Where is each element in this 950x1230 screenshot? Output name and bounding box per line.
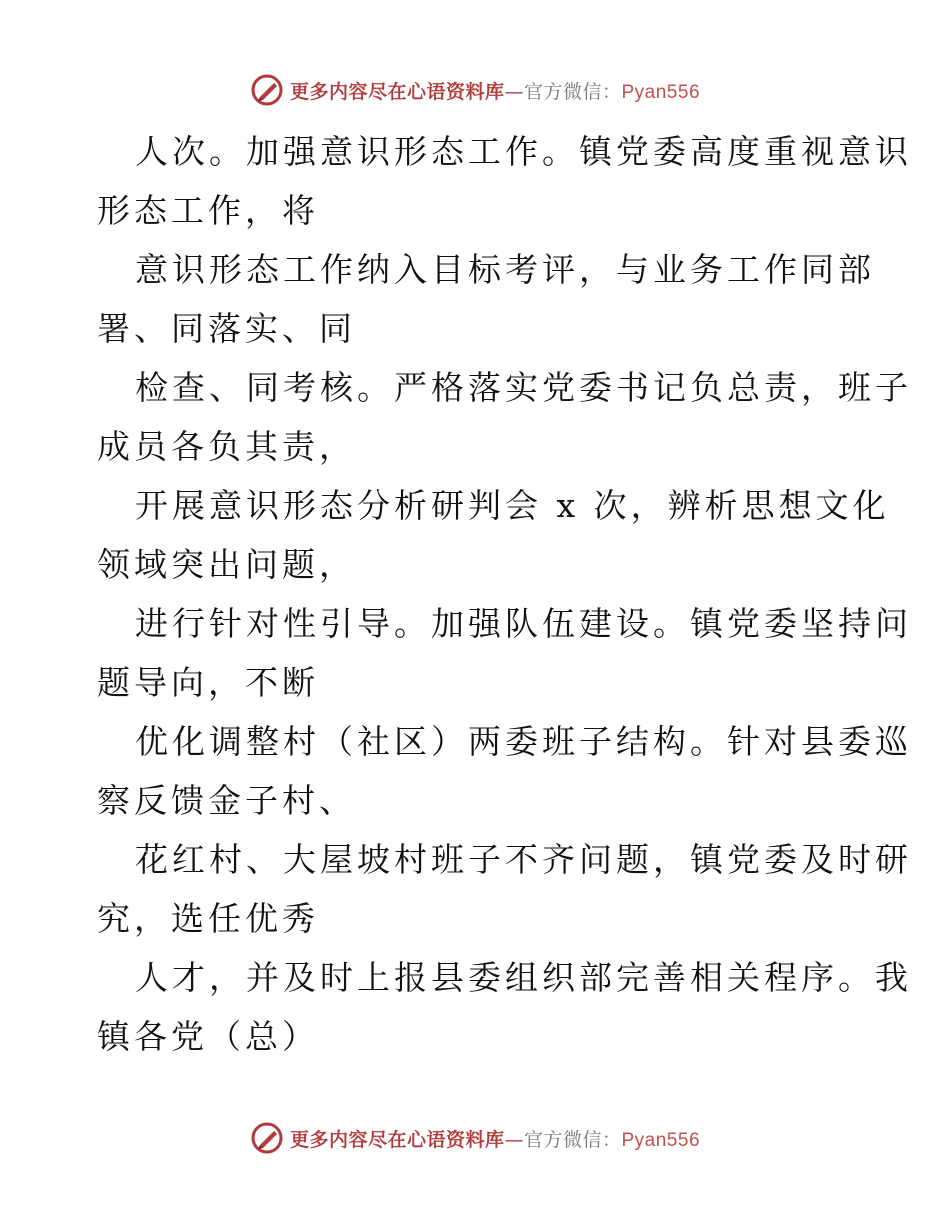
document-body bbox=[97, 122, 912, 1066]
banner-text bbox=[290, 1125, 700, 1152]
body-line: 人才，并及时上报县委组织部完善相关程序。我 bbox=[135, 958, 912, 997]
banner-main-text: 更多内容尽在心语资料库 bbox=[289, 1128, 505, 1151]
body-line: 开展意识形态分析研判会 x 次，辨析思想文化 bbox=[135, 486, 890, 525]
banner-main-text: 更多内容尽在心语资料库 bbox=[289, 80, 505, 103]
body-line: 成员各负其责， bbox=[97, 427, 356, 466]
body-line: 优化调整村（社区）两委班子结构。针对县委巡 bbox=[135, 722, 912, 761]
body-line: 究，选任优秀 bbox=[97, 899, 319, 938]
banner-sub-text: 官方微信： bbox=[523, 80, 622, 103]
footer-banner bbox=[0, 1118, 950, 1158]
pen-logo-icon bbox=[250, 1121, 284, 1155]
body-line: 领域突出问题， bbox=[97, 545, 356, 584]
body-line: 花红村、大屋坡村班子不齐问题，镇党委及时研 bbox=[135, 840, 912, 879]
body-line: 镇各党（总） bbox=[97, 1017, 319, 1056]
body-line: 意识形态工作纳入目标考评，与业务工作同部 bbox=[135, 250, 875, 289]
banner-sub-text: 官方微信： bbox=[523, 1128, 622, 1151]
body-line: 题导向，不断 bbox=[97, 663, 319, 702]
body-line: 检查、同考核。严格落实党委书记负总责，班子 bbox=[135, 368, 912, 407]
body-line: 进行针对性引导。加强队伍建设。镇党委坚持问 bbox=[135, 604, 912, 643]
header-banner bbox=[0, 70, 950, 110]
body-line: 人次。加强意识形态工作。镇党委高度重视意识 bbox=[135, 132, 912, 171]
body-line: 署、同落实、同 bbox=[97, 309, 356, 348]
banner-dash: — bbox=[504, 1128, 524, 1151]
body-line: 形态工作，将 bbox=[97, 191, 319, 230]
banner-wechat-id: Pyan556 bbox=[621, 81, 701, 103]
banner-text bbox=[290, 77, 700, 104]
banner-wechat-id: Pyan556 bbox=[621, 1129, 701, 1151]
body-line: 察反馈金子村、 bbox=[97, 781, 356, 820]
pen-logo-icon bbox=[250, 73, 284, 107]
banner-dash: — bbox=[504, 80, 524, 103]
